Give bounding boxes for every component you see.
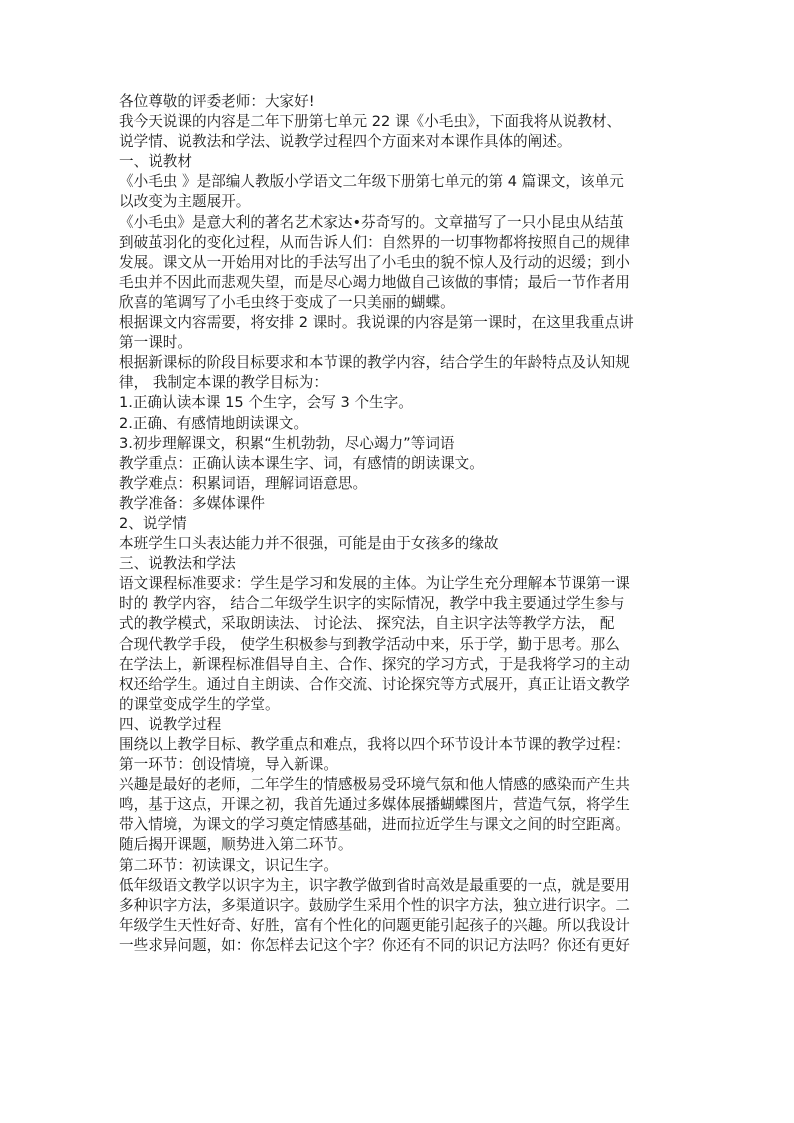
text-line: 本班学生口头表达能力并不很强，可能是由于女孩多的缘故 bbox=[119, 535, 499, 553]
text-line: 兴趣是最好的老师，二年学生的情感极易受环境气氛和他人情感的感染而产生共 bbox=[119, 776, 630, 794]
text-line: 权还给学生。通过自主朗读、合作交流、讨论探究等方式展开，真正让语文教学 bbox=[119, 675, 630, 693]
text-line: 多种识字方法，多渠道识字。鼓励学生采用个性的识字方法，独立进行识字。二 bbox=[119, 896, 630, 914]
text-line: 的课堂变成学生的学堂。 bbox=[119, 695, 280, 713]
text-line: 到破茧羽化的变化过程，从而告诉人们：自然界的一切事物都将按照自己的规律 bbox=[119, 233, 630, 251]
text-line: 随后揭开课题，顺势进入第二环节。 bbox=[119, 836, 353, 854]
text-line: 一、说教材 bbox=[119, 153, 192, 171]
text-line: 发展。课文从一开始用对比的手法写出了小毛虫的貌不惊人及行动的迟缓；到小 bbox=[119, 253, 630, 271]
text-line: 根据课文内容需要，将安排 2 课时。我说课的内容是第一课时，在这里我重点讲 bbox=[119, 314, 634, 332]
text-line: 围绕以上教学目标、教学重点和难点，我将以四个环节设计本节课的教学过程： bbox=[119, 736, 630, 753]
text-line: 《小毛虫》是意大利的著名艺术家达•芬奇写的。文章描写了一只小昆虫从结茧 bbox=[119, 213, 624, 231]
text-line: 3.初步理解课文，积累“生机勃勃，尽心竭力”等词语 bbox=[119, 434, 455, 452]
text-line: 2、说学情 bbox=[119, 514, 187, 532]
text-line: 在学法上，新课程标准倡导自主、合作、探究的学习方式，于是我将学习的主动 bbox=[119, 655, 630, 673]
text-line: 各位尊敬的评委老师：大家好! bbox=[119, 93, 315, 110]
text-line: 低年级语文教学以识字为主，识字教学做到省时高效是最重要的一点，就是要用 bbox=[119, 876, 630, 894]
text-line: 根据新课标的阶段目标要求和本节课的教学内容，结合学生的年龄特点及认知规 bbox=[119, 354, 630, 372]
text-line: 鸣，基于这点，开课之初，我首先通过多媒体展播蝴蝶图片，营造气氛，将学生 bbox=[119, 796, 630, 814]
text-line: 律， 我制定本课的教学目标为： bbox=[119, 374, 328, 392]
text-line: 四、说教学过程 bbox=[119, 715, 222, 733]
text-line: 合现代教学手段， 使学生积极参与到教学活动中来，乐于学，勤于思考。那么 bbox=[119, 635, 620, 653]
text-line: 第一课时。 bbox=[119, 334, 192, 352]
document-body bbox=[119, 92, 685, 956]
text-line: 毛虫并不因此而悲观失望，而是尽心竭力地做自己该做的事情；最后一节作者用 bbox=[119, 273, 630, 291]
text-line: 教学准备：多媒体课件 bbox=[119, 494, 265, 512]
text-line: 欣喜的笔调写了小毛虫终于变成了一只美丽的蝴蝶。 bbox=[119, 293, 455, 311]
text-line: 我今天说课的内容是二年下册第七单元 22 课《小毛虫》，下面我将从说教材、 bbox=[119, 113, 622, 131]
text-line: 时的 教学内容， 结合二年级学生识字的实际情况，教学中我主要通过学生参与 bbox=[119, 595, 625, 613]
text-line: 教学难点：积累词语，理解词语意思。 bbox=[119, 474, 368, 492]
text-line: 一些求异问题，如：你怎样去记这个字？你还有不同的识记方法吗？你还有更好 bbox=[119, 936, 630, 954]
text-line: 说学情、说教法和学法、说教学过程四个方面来对本课作具体的阐述。 bbox=[119, 133, 572, 151]
text-line: 1.正确认读本课 15 个生字，会写 3 个生字。 bbox=[119, 394, 413, 412]
text-line: 语文课程标准要求：学生是学习和发展的主体。为让学生充分理解本节课第一课 bbox=[119, 575, 630, 593]
text-line: 《小毛虫 》是部编人教版小学语文二年级下册第七单元的第 4 篇课文，该单元 bbox=[119, 173, 624, 191]
text-line: 带入情境，为课文的学习奠定情感基础，进而拉近学生与课文之间的时空距离。 bbox=[119, 816, 630, 834]
text-line: 第一环节：创设情境，导入新课。 bbox=[119, 756, 338, 774]
text-line: 三、说教法和学法 bbox=[119, 555, 236, 573]
text-line: 教学重点：正确认读本课生字、词，有感情的朗读课文。 bbox=[119, 454, 484, 472]
text-line: 以改变为主题展开。 bbox=[119, 193, 251, 211]
text-line: 2.正确、有感情地朗读课文。 bbox=[119, 414, 309, 432]
text-line: 第二环节：初读课文，识记生字。 bbox=[119, 856, 338, 874]
text-line: 式的教学模式，采取朗读法、 讨论法、 探究法，自主识字法等教学方法， 配 bbox=[119, 615, 615, 633]
text-line: 年级学生天性好奇、好胜，富有个性化的问题更能引起孩子的兴趣。所以我设计 bbox=[119, 916, 630, 934]
